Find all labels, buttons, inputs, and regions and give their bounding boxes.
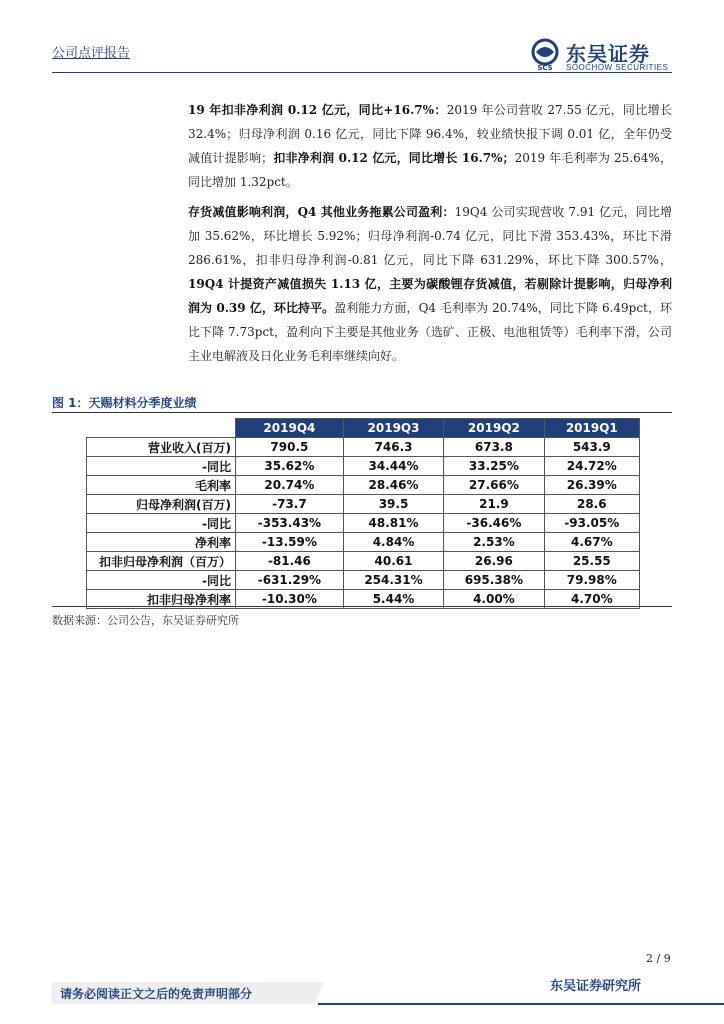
header-divider bbox=[52, 72, 672, 73]
table-cell: 28.46% bbox=[343, 476, 443, 495]
table-cell: 26.96 bbox=[444, 552, 544, 571]
table-cell: 790.5 bbox=[236, 438, 344, 457]
table-cell: 4.70% bbox=[544, 590, 639, 609]
p1-bold-b: 扣非净利润 0.12 亿元，同比增长 16.7%； bbox=[273, 151, 515, 165]
table-cell: 695.38% bbox=[444, 571, 544, 590]
row-label: -同比 bbox=[87, 571, 236, 590]
figure-title: 图 1：天赐材料分季度业绩 bbox=[52, 396, 197, 410]
table-row bbox=[87, 533, 640, 552]
table-cell: -73.7 bbox=[236, 495, 344, 514]
row-label: 营业收入(百万) bbox=[87, 438, 236, 457]
p1-text-c: 2019 年毛利率为 25.64%，同比增加 1.32pct。 bbox=[188, 151, 672, 189]
row-label: 净利率 bbox=[87, 533, 236, 552]
table-row bbox=[87, 495, 640, 514]
figure-title-rule bbox=[52, 412, 672, 413]
svg-text:SCS: SCS bbox=[537, 64, 553, 72]
table-cell: 2.53% bbox=[444, 533, 544, 552]
table-cell: -13.59% bbox=[236, 533, 344, 552]
row-label: 归母净利润(百万) bbox=[87, 495, 236, 514]
report-type-label: 公司点评报告 bbox=[52, 46, 131, 61]
table-cell: 35.62% bbox=[236, 457, 344, 476]
table-cell: -36.46% bbox=[444, 514, 544, 533]
table-cell: 254.31% bbox=[343, 571, 443, 590]
table-cell: 26.39% bbox=[544, 476, 639, 495]
p1-text-a: 2019 年公司营收 27.55 亿元，同比增长 32.4%；归母净利润 0.16 亿元，同比下降 96.4%，较业绩快报下调 0.01 亿，全年仍受减值计提影响； bbox=[188, 103, 672, 165]
data-source-note: 数据来源：公司公告，东吴证券研究所 bbox=[52, 614, 239, 627]
table-cell: 21.9 bbox=[444, 495, 544, 514]
table-row bbox=[87, 571, 640, 590]
table-cell: 20.74% bbox=[236, 476, 344, 495]
row-label: 毛利率 bbox=[87, 476, 236, 495]
table-cell: -93.05% bbox=[544, 514, 639, 533]
table-row bbox=[87, 438, 640, 457]
table-cell: 27.66% bbox=[444, 476, 544, 495]
table-row bbox=[87, 514, 640, 533]
source-rule bbox=[52, 606, 672, 607]
table-cell: 40.61 bbox=[343, 552, 443, 571]
table-cell: 33.25% bbox=[444, 457, 544, 476]
p2-text-a: 19Q4 公司实现营收 7.91 亿元，同比增加 35.62%，环比增长 5.92%；归母净利润-0.74 亿元，同比下滑 353.43%，环比下滑 286.61%，扣非归母净利润-0.81 亿元，同比下降 631.29%，环比下降 300.57%， bbox=[188, 205, 673, 267]
table-corner-cell bbox=[87, 419, 236, 438]
table-cell: 79.98% bbox=[544, 571, 639, 590]
table-cell: 39.5 bbox=[343, 495, 443, 514]
column-header: 2019Q4 bbox=[236, 419, 344, 438]
p2-text-c: 盈利能力方面，Q4 毛利率为 20.74%，同比下降 6.49pct，环比下降 7.73pct，盈利向下主要是其他业务（选矿、正极、电池租赁等）毛利率下滑，公司主业电解液及日化业务毛利率继续向好。 bbox=[188, 301, 672, 363]
table-cell: 28.6 bbox=[544, 495, 639, 514]
table-cell: -10.30% bbox=[236, 590, 344, 609]
column-header: 2019Q3 bbox=[343, 419, 443, 438]
paragraph-annual-results bbox=[188, 98, 672, 194]
table-cell: 746.3 bbox=[343, 438, 443, 457]
scs-logo-icon bbox=[528, 38, 562, 72]
p2-heading: 存货减值影响利润，Q4 其他业务拖累公司盈利： bbox=[188, 205, 455, 219]
logo-english-name: SOOCHOW SECURITIES bbox=[566, 63, 669, 72]
footer-rule bbox=[318, 1003, 724, 1005]
footer-disclaimer-text: 请务必阅读正文之后的免责声明部分 bbox=[60, 987, 253, 1001]
table-cell: -81.46 bbox=[236, 552, 344, 571]
table-cell: 4.67% bbox=[544, 533, 639, 552]
table-row bbox=[87, 457, 640, 476]
row-label: 扣非归母净利率 bbox=[87, 590, 236, 609]
table-cell: 4.84% bbox=[343, 533, 443, 552]
table-cell: 543.9 bbox=[544, 438, 639, 457]
table-row bbox=[87, 476, 640, 495]
row-label: -同比 bbox=[87, 514, 236, 533]
table-cell: 24.72% bbox=[544, 457, 639, 476]
table-row bbox=[87, 552, 640, 571]
column-header: 2019Q1 bbox=[544, 419, 639, 438]
logo-chinese-name: 东吴证券 bbox=[566, 42, 650, 66]
p1-heading: 19 年扣非净利润 0.12 亿元，同比+16.7%： bbox=[188, 103, 447, 117]
table-cell: 48.81% bbox=[343, 514, 443, 533]
table-cell: -353.43% bbox=[236, 514, 344, 533]
table-cell: 25.55 bbox=[544, 552, 639, 571]
column-header: 2019Q2 bbox=[444, 419, 544, 438]
quarterly-results-table bbox=[86, 418, 640, 609]
table-cell: 5.44% bbox=[343, 590, 443, 609]
paragraph-q4-analysis bbox=[188, 200, 672, 368]
company-logo bbox=[528, 38, 678, 74]
table-cell: 4.00% bbox=[444, 590, 544, 609]
table-cell: 673.8 bbox=[444, 438, 544, 457]
table-cell: 34.44% bbox=[343, 457, 443, 476]
table-header-row bbox=[87, 419, 640, 438]
row-label: 扣非归母净利润（百万） bbox=[87, 552, 236, 571]
footer-organization: 东吴证券研究所 bbox=[550, 979, 642, 994]
row-label: -同比 bbox=[87, 457, 236, 476]
page-number: 2 / 9 bbox=[646, 952, 671, 965]
p2-bold-b: 19Q4 计提资产减值损失 1.13 亿，主要为碳酸锂存货减值，若剔除计提影响，归母净利润为 0.39 亿，环比持平。 bbox=[188, 277, 672, 315]
table-cell: -631.29% bbox=[236, 571, 344, 590]
